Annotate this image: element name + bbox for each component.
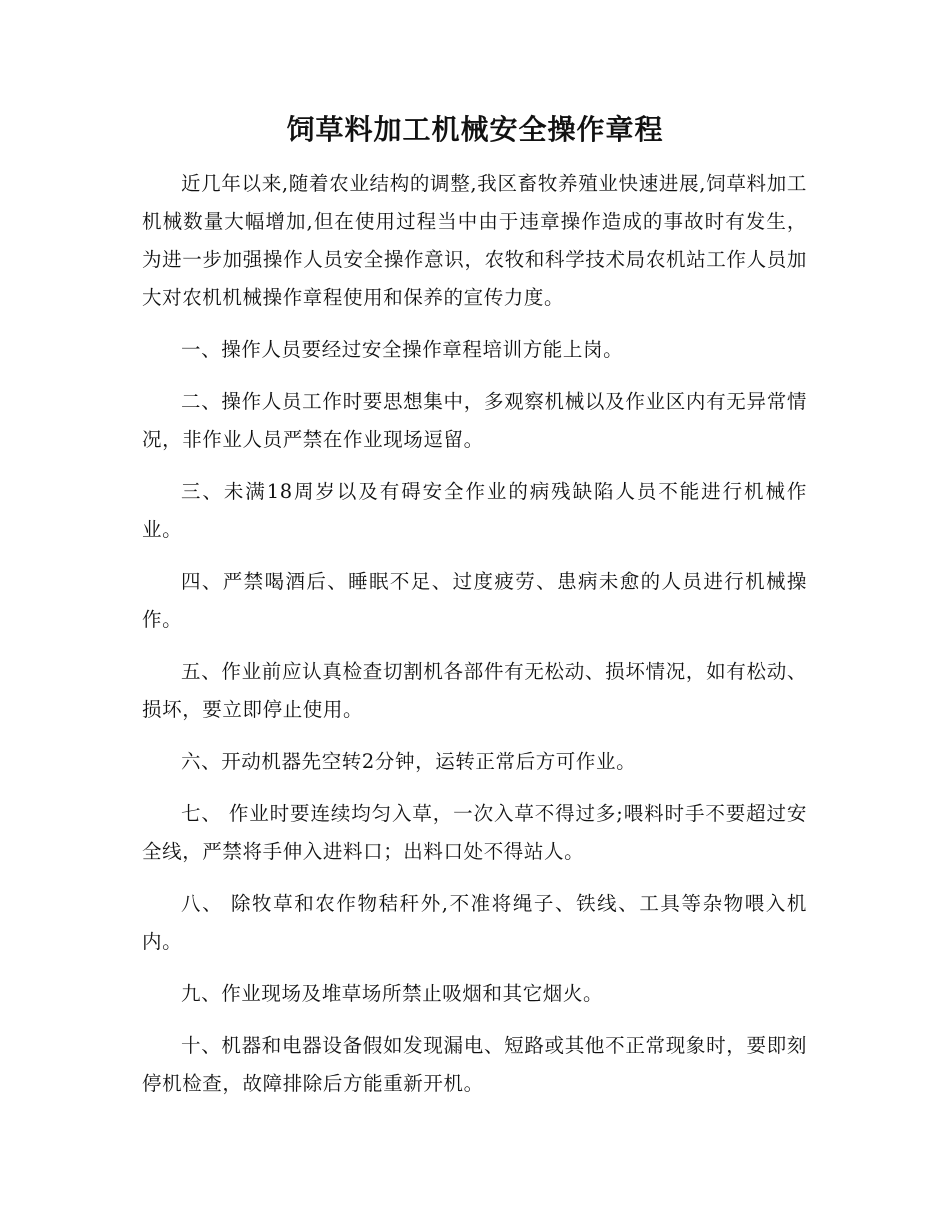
rule-item-4: 四、严禁喝酒后、睡眠不足、过度疲劳、患病未愈的人员进行机械操作。 [142,570,807,631]
rule-item-3: 三、未满18周岁以及有碍安全作业的病残缺陷人员不能进行机械作业。 [142,480,807,541]
rule-item-8: 八、 除牧草和农作物秸秆外,不准将绳子、铁线、工具等杂物喂入机内。 [142,892,807,953]
rule-item-1: 一、操作人员要经过安全操作章程培训方能上岗。 [181,338,624,361]
rule-item-6: 六、开动机器先空转2分钟，运转正常后方可作业。 [181,750,637,773]
document-title: 饲草料加工机械安全操作章程 [286,113,664,146]
rule-item-10: 十、机器和电器设备假如发现漏电、短路或其他不正常现象时，要即刻停机检查，故障排除后方能重新开机。 [142,1034,807,1095]
rule-item-7: 七、 作业时要连续均匀入草，一次入草不得过多;喂料时手不要超过安全线，严禁将手伸入进料口；出料口处不得站人。 [142,802,807,863]
intro-paragraph: 近几年以来,随着农业结构的调整,我区畜牧养殖业快速进展,饲草料加工机械数量大幅增加,但在使用过程当中由于违章操作造成的事故时有发生，为进一步加强操作人员安全操作意识，农牧和科学技术局农机站工作人员加大对农机机械操作章程使用和保养的宣传力度。 [142,172,807,309]
rule-item-2: 二、操作人员工作时要思想集中，多观察机械以及作业区内有无异常情况，非作业人员严禁在作业现场逗留。 [142,390,807,451]
rule-item-5: 五、作业前应认真检查切割机各部件有无松动、损坏情况，如有松动、损坏，要立即停止使用。 [142,660,807,721]
rule-item-9: 九、作业现场及堆草场所禁止吸烟和其它烟火。 [181,982,604,1005]
document-body [142,165,807,1103]
